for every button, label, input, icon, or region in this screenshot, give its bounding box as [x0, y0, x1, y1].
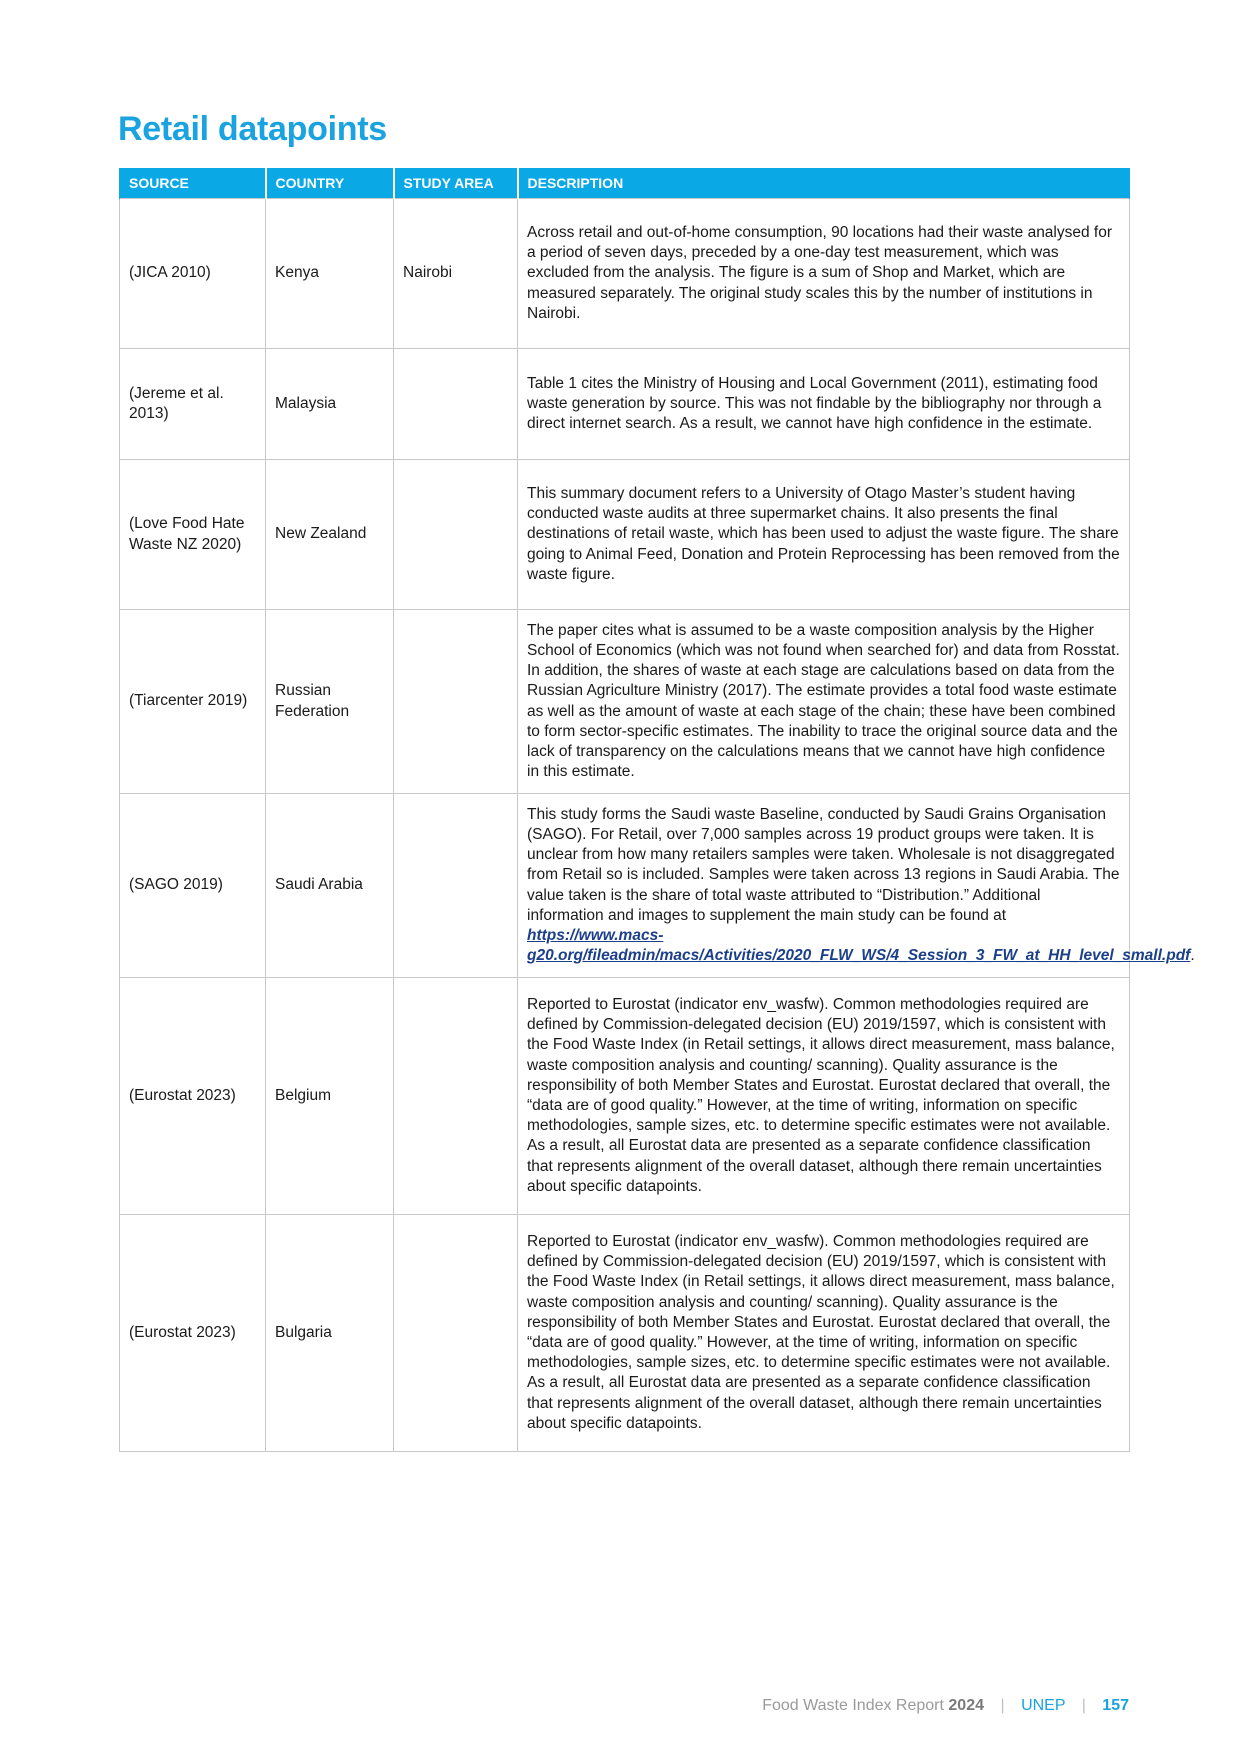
source-cell: (JICA 2010) [120, 199, 266, 349]
footer-separator: | [1081, 1697, 1086, 1714]
table-row [120, 349, 1130, 460]
country-cell: Russian Federation [266, 610, 394, 794]
source-cell: (Tiarcenter 2019) [120, 610, 266, 794]
source-cell: (SAGO 2019) [120, 794, 266, 978]
study-area-cell [394, 610, 518, 794]
source-cell: (Eurostat 2023) [120, 978, 266, 1215]
table-row [120, 978, 1130, 1215]
column-header-study-area: STUDY AREA [394, 167, 518, 199]
study-area-cell [394, 1215, 518, 1452]
study-area-cell [394, 978, 518, 1215]
description-cell: This summary document refers to a University of Otago Master’s student having conducted waste audits at three supermarket chains. It also presents the final destinations of retail waste, which has been used to adjust the waste figure. The share going to Animal Feed, Donation and Protein Reprocessing has been removed from the waste figure. [518, 460, 1130, 610]
table-header-row [120, 167, 1130, 199]
retail-datapoints-table [119, 166, 1195, 1452]
study-area-cell [394, 794, 518, 978]
footer-year: 2024 [948, 1697, 984, 1714]
country-cell: New Zealand [266, 460, 394, 610]
column-header-country: COUNTRY [266, 167, 394, 199]
country-cell: Malaysia [266, 349, 394, 460]
study-area-cell: Nairobi [394, 199, 518, 349]
source-cell: (Love Food Hate Waste NZ 2020) [120, 460, 266, 610]
column-header-description: DESCRIPTION [518, 167, 1130, 199]
country-cell: Kenya [266, 199, 394, 349]
source-cell: (Jereme et al. 2013) [120, 349, 266, 460]
table-row [120, 794, 1130, 978]
footer-report-title: Food Waste Index Report [762, 1697, 944, 1714]
description-cell: Reported to Eurostat (indicator env_wasfw). Common methodologies required are defined by Commission-delegated decision (EU) 2019/1597, which is consistent with the Food Waste Index (in Retail settings, it allows direct measurement, mass balance, waste composition analysis and counting/ scanning). Quality assurance is the responsibility of both Member States and Eurostat. Eurostat declared that overall, the “data are of good quality.” However, at the time of writing, information on specific methodologies, sample sizes, etc. to determine specific estimates were not available. As a result, all Eurostat data are presented as a separate confidence classification that represents alignment of the overall dataset, although there remain uncertainties about specific datapoints. [518, 1215, 1130, 1452]
table-row [120, 460, 1130, 610]
source-link[interactable]: https://www.macs-g20.org/fileadmin/macs/Activities/2020_FLW_WS/4_Session_3_FW_at_HH_level_small.pdf [527, 926, 1191, 965]
column-header-source: SOURCE [120, 167, 266, 199]
page-title: Retail datapoints [118, 110, 387, 148]
description-cell: Reported to Eurostat (indicator env_wasfw). Common methodologies required are defined by Commission-delegated decision (EU) 2019/1597, which is consistent with the Food Waste Index (in Retail settings, it allows direct measurement, mass balance, waste composition analysis and counting/ scanning). Quality assurance is the responsibility of both Member States and Eurostat. Eurostat declared that overall, the “data are of good quality.” However, at the time of writing, information on specific methodologies, sample sizes, etc. to determine specific estimates were not available. As a result, all Eurostat data are presented as a separate confidence classification that represents alignment of the overall dataset, although there remain uncertainties about specific datapoints. [518, 978, 1130, 1215]
study-area-cell [394, 349, 518, 460]
country-cell: Saudi Arabia [266, 794, 394, 978]
table-row [120, 610, 1130, 794]
study-area-cell [394, 460, 518, 610]
footer-separator: | [1000, 1697, 1005, 1714]
description-cell: Table 1 cites the Ministry of Housing and Local Government (2011), estimating food waste generation by source. This was not findable by the bibliography nor through a direct internet search. As a result, we cannot have high confidence in the estimate. [518, 349, 1130, 460]
page-footer [762, 1697, 1129, 1715]
page-number: 157 [1102, 1697, 1129, 1714]
table-row [120, 199, 1130, 349]
country-cell: Belgium [266, 978, 394, 1215]
description-text: This study forms the Saudi waste Baseline, conducted by Saudi Grains Organisation (SAGO). For Retail, over 7,000 samples across 19 product groups were taken. It is unclear from how many retailers samples were taken. Wholesale is not disaggregated from Retail so is included. Samples were taken across 13 regions in Saudi Arabia. The value taken is the share of total waste attributed to “Distribution.” Additional information and images to supplement the main study can be found at [527, 805, 1120, 924]
description-cell [518, 794, 1195, 978]
description-cell: Across retail and out-of-home consumption, 90 locations had their waste analysed for a period of seven days, preceded by a one-day test measurement, which was excluded from the analysis. The figure is a sum of Shop and Market, which are measured separately. The original study scales this by the number of institutions in Nairobi. [518, 199, 1130, 349]
description-end: . [1190, 947, 1195, 965]
table-row [120, 1215, 1130, 1452]
footer-org: UNEP [1021, 1697, 1066, 1714]
country-cell: Bulgaria [266, 1215, 394, 1452]
source-cell: (Eurostat 2023) [120, 1215, 266, 1452]
description-cell: The paper cites what is assumed to be a waste composition analysis by the Higher School of Economics (which was not found when searched for) and data from Rosstat. In addition, the shares of waste at each stage are calculations based on data from the Russian Agriculture Ministry (2017). The estimate provides a total food waste estimate as well as the amount of waste at each stage of the chain; these have been combined to form sector-specific estimates. The inability to trace the original source data and the lack of transparency on the calculations means that we cannot have high confidence in this estimate. [518, 610, 1130, 794]
